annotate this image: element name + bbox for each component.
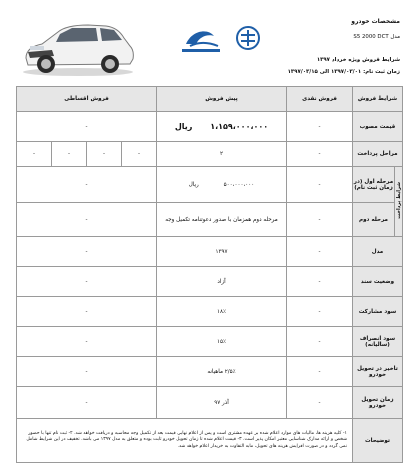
- row-lawful: [17, 327, 403, 357]
- brand-logos: [178, 22, 268, 56]
- cell-installment: -: [17, 327, 157, 357]
- cell-installment: -: [17, 237, 157, 267]
- row-label: سود انصراف (سالیانه): [353, 327, 403, 357]
- price-value: ۱،۱۵۹،۰۰۰،۰۰۰: [210, 122, 269, 131]
- row-label: قیمت مصوب: [353, 112, 403, 142]
- header-cash: فروش نقدی: [287, 87, 353, 112]
- cell-cash: -: [287, 267, 353, 297]
- cell-cash: -: [287, 327, 353, 357]
- header-conditions: شرایط فروش: [353, 87, 403, 112]
- cell-cash: -: [287, 357, 353, 387]
- price-unit: ریال: [174, 122, 193, 131]
- model-line: مدل S5 2000 DCT: [353, 34, 400, 40]
- cell-cash: -: [287, 237, 353, 267]
- conditions-table: [16, 86, 403, 463]
- row-label: مراحل پرداخت: [353, 142, 403, 167]
- row-participation: [17, 297, 403, 327]
- stage1-unit: ریال: [188, 181, 199, 188]
- row-label: مرحله دوم: [353, 203, 395, 237]
- notes-label: توضیحات: [353, 419, 403, 463]
- installment-part: -: [86, 142, 121, 166]
- car-image: [18, 16, 136, 78]
- cell-installment: -: [17, 167, 157, 203]
- cell-cash: -: [287, 387, 353, 419]
- cell-cash: -: [287, 112, 353, 142]
- row-label: مدل: [353, 237, 403, 267]
- payment-group-label: شرایط پرداخت: [395, 167, 403, 237]
- cell-pre-sale: ۱۸٪: [157, 297, 287, 327]
- cell-installment: -: [17, 112, 157, 142]
- cell-cash: -: [287, 297, 353, 327]
- sale-title: شرایط فروش ویژه خرداد ۱۳۹۷: [316, 57, 400, 63]
- row-stage1: [17, 167, 403, 203]
- row-notes: [17, 419, 403, 463]
- row-label: سود مشارکت: [353, 297, 403, 327]
- installment-part: -: [51, 142, 86, 166]
- cell-pre-sale: آزاد: [157, 267, 287, 297]
- cell-cash: -: [287, 142, 353, 167]
- row-stages: [17, 142, 403, 167]
- cell-installment: -: [17, 203, 157, 237]
- row-delivery: [17, 387, 403, 419]
- row-stage2: [17, 203, 403, 237]
- cell-pre-sale: آذر ۹۷: [157, 387, 287, 419]
- row-delay: [17, 357, 403, 387]
- cell-cash: -: [287, 167, 353, 203]
- registration-period: زمان ثبت نام: ۱۳۹۷/۰۳/۰۱ الی ۱۳۹۷/۰۳/۱۵: [287, 69, 400, 75]
- cell-cash: -: [287, 203, 353, 237]
- cell-installment: -: [17, 267, 157, 297]
- row-label: تاخیر در تحویل خودرو: [353, 357, 403, 387]
- row-price: [17, 112, 403, 142]
- cell-installment: [17, 142, 157, 167]
- row-label: وضعیت سند: [353, 267, 403, 297]
- header-pre-sale: پیش فروش: [157, 87, 287, 112]
- cell-installment: -: [17, 357, 157, 387]
- stage1-value: ۵۰۰،۰۰۰،۰۰۰: [223, 181, 255, 188]
- cell-pre-sale: مرحله دوم همزمان با صدور دعوتنامه تکمیل وجه: [157, 203, 287, 237]
- row-label: زمان تحویل خودرو: [353, 387, 403, 419]
- cell-pre-sale: ۱۵٪: [157, 327, 287, 357]
- cell-pre-sale: ۲/۵٪ ماهیانه: [157, 357, 287, 387]
- cell-pre-sale: [157, 112, 287, 142]
- notes-text: ۱- کلیه هزینه ها، مالیات های موارد اعلام شده بر عهده مشتری است و پس از اعلام نهایی قیمت بعد از تکمیل وجه محاسبه و دریافت خواهد شد. ۲- ثبت نام تنها با حضور شخص و ارائه مدارک شناسایی معتبر امکان پذیر است. ۳- قیمت اعلام شده تا زمان تحویل خودرو ثابت بوده و متعلق به مدل ۱۳۹۷ می باشد. تخفیف در این شرایط شامل نمی گردد و در صورت افزایش هزینه های تحویل، مابه التفاوت به خریدار اعلام خواهد شد.: [17, 419, 353, 463]
- cell-installment: -: [17, 387, 157, 419]
- cell-pre-sale: [157, 167, 287, 203]
- cell-pre-sale: ۲: [157, 142, 287, 167]
- installment-part: -: [121, 142, 156, 166]
- specs-title: مشخصات خودرو: [351, 18, 400, 25]
- row-label: مرحله اول (در زمان ثبت نام): [353, 167, 395, 203]
- header-installment: فروش اقساطی: [17, 87, 157, 112]
- installment-part: -: [32, 151, 36, 157]
- row-model: [17, 237, 403, 267]
- cell-installment: -: [17, 297, 157, 327]
- row-price-status: [17, 267, 403, 297]
- cell-pre-sale: ۱۳۹۷: [157, 237, 287, 267]
